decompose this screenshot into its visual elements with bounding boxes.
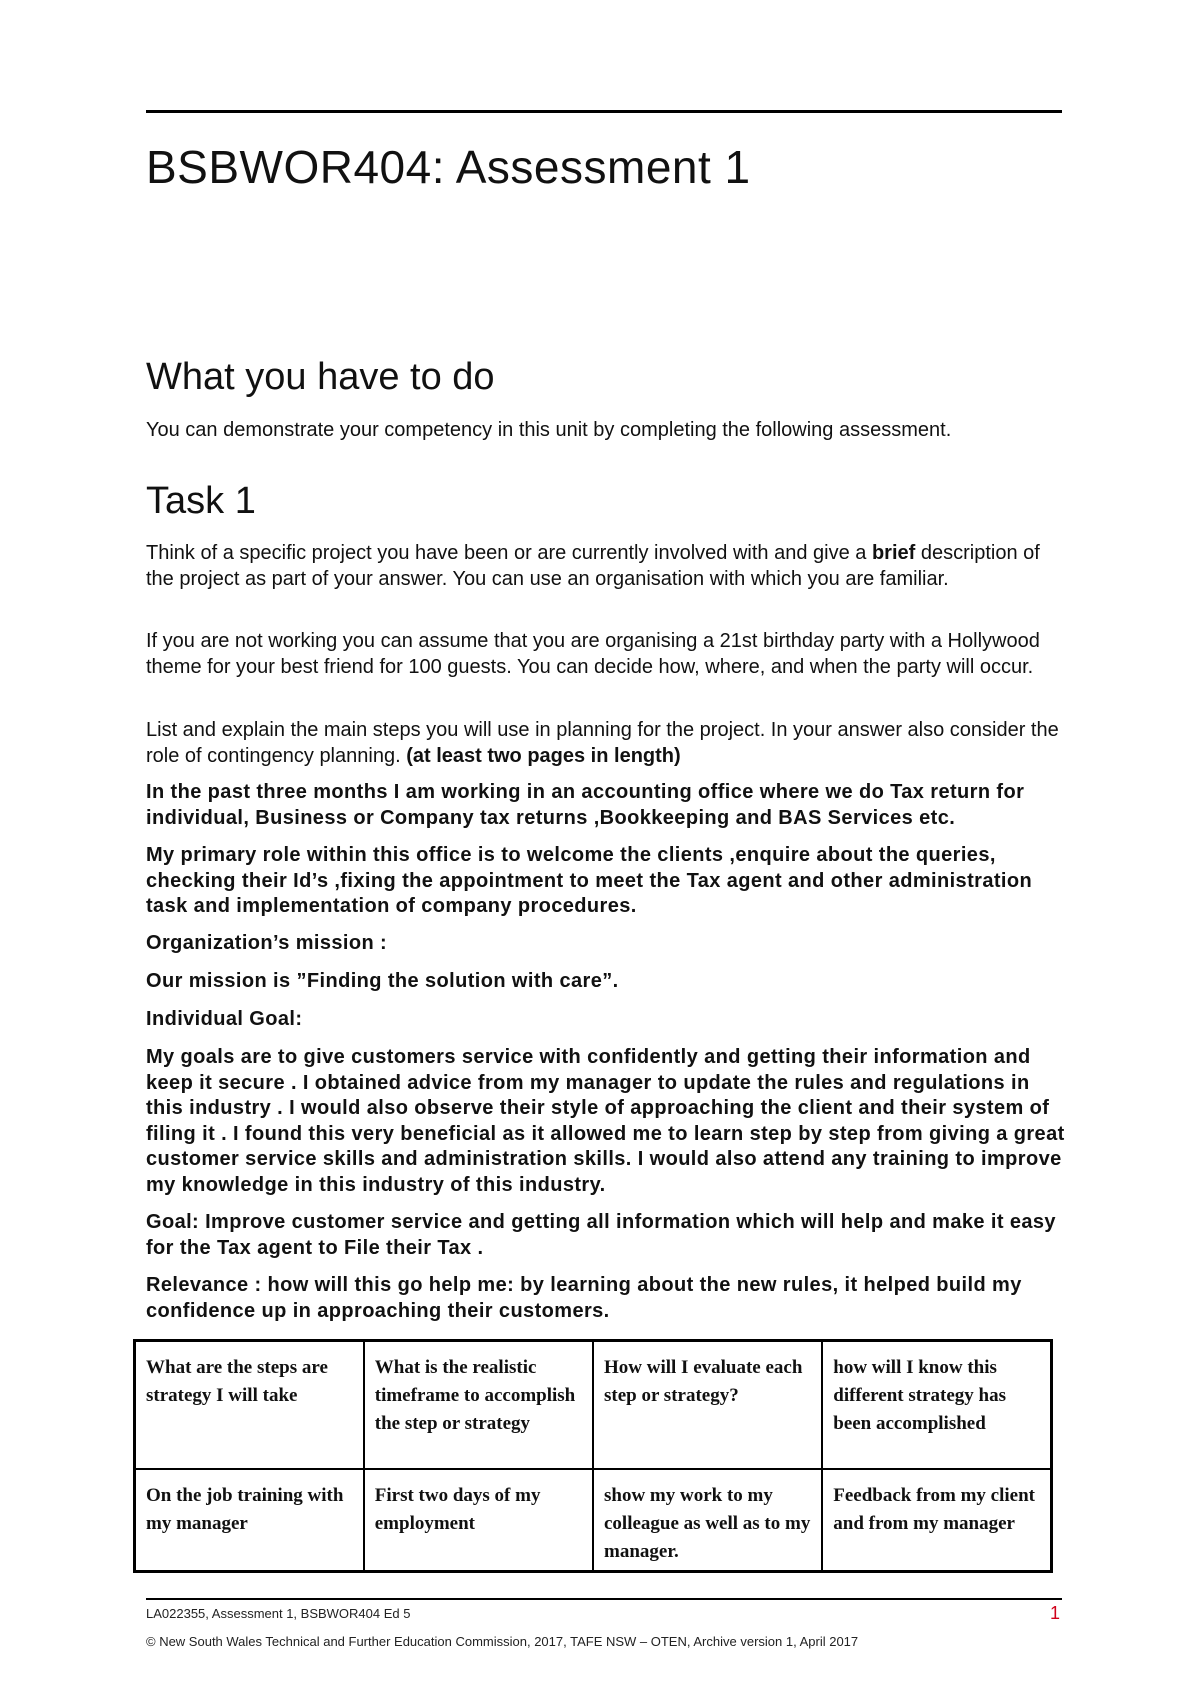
task-heading: Task 1 bbox=[146, 480, 256, 522]
page-title: BSBWOR404: Assessment 1 bbox=[146, 141, 751, 193]
task-paragraph-1 bbox=[146, 541, 1066, 592]
table-cell: On the job training with my manager bbox=[135, 1469, 364, 1572]
what-heading: What you have to do bbox=[146, 356, 495, 398]
table-header-row bbox=[135, 1341, 1052, 1470]
footer-document-code: LA022355, Assessment 1, BSBWOR404 Ed 5 bbox=[146, 1606, 411, 1621]
intro-paragraph: You can demonstrate your competency in this unit by completing the following assessment. bbox=[146, 419, 952, 441]
task-p1-text: Think of a specific project you have been or are currently involved with and give a bbox=[146, 542, 872, 564]
task-paragraph-2: If you are not working you can assume that you are organising a 21st birthday party with a Hollywood theme for your best friend for 100 guests. You can decide how, where, and when the party will occur. bbox=[146, 630, 1040, 678]
footer-copyright: © New South Wales Technical and Further Education Commission, 2017, TAFE NSW – OTEN, Archive version 1, April 2017 bbox=[146, 1634, 859, 1649]
answer-paragraph-4: Our mission is ”Finding the solution with care”. bbox=[146, 970, 619, 992]
answer-paragraph-1: In the past three months I am working in an accounting office where we do Tax return for individual, Business or Company tax returns ,Bookkeeping and BAS Services etc. bbox=[146, 781, 1025, 829]
page-number: 1 bbox=[1050, 1603, 1061, 1623]
table-cell: Feedback from my client and from my manager bbox=[822, 1469, 1051, 1572]
table-header-cell: how will I know this different strategy has been accomplished bbox=[822, 1341, 1051, 1470]
task-p1-text-after: description of the project as part of your answer. You can use an organisation with which you are familiar. bbox=[146, 542, 1040, 590]
answer-paragraph-8: Relevance : how will this go help me: by learning about the new rules, it helped build my confidence up in approaching their customers. bbox=[146, 1274, 1022, 1322]
table-cell: show my work to my colleague as well as to my manager. bbox=[593, 1469, 822, 1572]
task-p3-bold: (at least two pages in length) bbox=[406, 744, 681, 767]
table-header-cell: How will I evaluate each step or strategy? bbox=[593, 1341, 822, 1470]
table-row bbox=[135, 1469, 1052, 1572]
table-cell: First two days of my employment bbox=[364, 1469, 593, 1572]
answer-paragraph-2: My primary role within this office is to welcome the clients ,enquire about the queries, checking their Id’s ,fixing the appointment to meet the Tax agent and other administration task and implementation of company procedures. bbox=[146, 844, 1033, 917]
answer-paragraph-7: Goal: Improve customer service and getting all information which will help and make it easy for the Tax agent to File their Tax . bbox=[146, 1211, 1056, 1259]
answer-paragraph-5: Individual Goal: bbox=[146, 1008, 303, 1030]
strategy-table bbox=[133, 1339, 1053, 1573]
answer-paragraph-6: My goals are to give customers service with confidently and getting their information and keep it secure . I obtained advice from my manager to update the rules and regulations in this industry . I would also observe their style of approaching the client and their system of filing it . I found this very beneficial as it allowed me to learn step by step from giving a great customer service skills and administration skills. I would also attend any training to improve my knowledge in this industry of this industry. bbox=[146, 1046, 1065, 1196]
task-p1-bold: brief bbox=[871, 542, 916, 564]
header-rule bbox=[146, 110, 1062, 113]
answer-paragraph-3: Organization’s mission : bbox=[146, 932, 388, 954]
table-header-cell: What are the steps are strategy I will take bbox=[135, 1341, 364, 1470]
footer-rule bbox=[146, 1598, 1062, 1600]
task-paragraph-3 bbox=[146, 718, 1066, 769]
table-header-cell: What is the realistic timeframe to accomplish the step or strategy bbox=[364, 1341, 593, 1470]
task-p3-text: List and explain the main steps you will use in planning for the project. In your answer also consider the role of contingency planning. bbox=[146, 719, 1059, 767]
